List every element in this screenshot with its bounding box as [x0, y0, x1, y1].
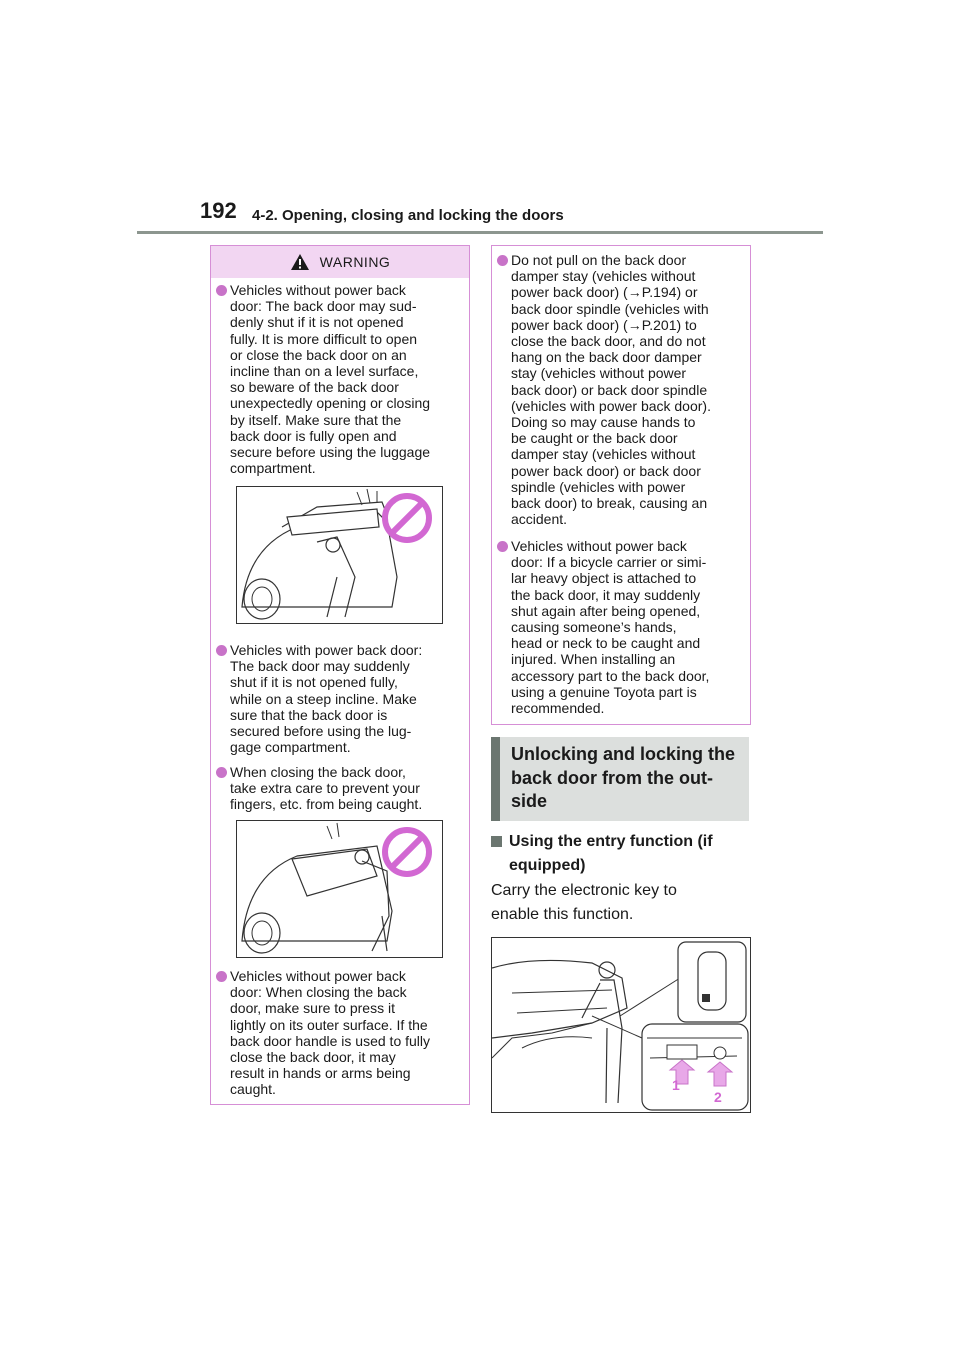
warning-item: When closing the back door, take extra care to prevent your fingers, etc. from being caught.	[216, 764, 464, 813]
illustration-closing-back-door	[236, 820, 443, 958]
callout-1: 1	[672, 1077, 680, 1093]
bullet-icon	[497, 541, 508, 552]
illustration-entry-function	[491, 937, 751, 1113]
warning-item: Do not pull on the back door damper stay (vehicles without power back door) (→P.194) or back door spindle (vehicles with power back door) (→P.201) to close the back door, and do not hang on the back door damper stay (vehicles without power back door) or back door spindle (vehicles with power back door). Doing so may cause hands to be caught or the back door damper stay (vehicles without power back door) or back door spindle (vehicles with power back door) to break, causing an accident.	[497, 252, 745, 527]
bullet-icon	[216, 971, 227, 982]
header-rule	[137, 231, 823, 234]
warning-label: WARNING	[319, 254, 391, 270]
warning-box-right	[491, 245, 751, 725]
warning-item: Vehicles without power back door: If a bicycle carrier or simi- lar heavy object is attached to the back door, it may suddenly shut again after being opened, causing someone’s hands, head or neck to be caught and injured. When installing an accessory part to the back door, using a genuine Toyota part is recommended.	[497, 538, 745, 716]
section-heading: Unlocking and locking the back door from the out- side	[491, 737, 749, 821]
bullet-icon	[216, 767, 227, 778]
square-bullet-icon	[491, 836, 502, 847]
callout-2: 2	[714, 1089, 722, 1105]
page-number: 192	[200, 198, 237, 223]
section-title: 4-2. Opening, closing and locking the doors	[252, 207, 564, 224]
bullet-icon	[216, 645, 227, 656]
warning-item: Vehicles without power back door: When closing the back door, make sure to press it lightly on its outer surface. If the back door handle is used to fully close the back door, it may result in hands or arms being caught.	[216, 968, 464, 1098]
warning-triangle-icon	[290, 253, 310, 271]
warning-item: Vehicles with power back door: The back door may suddenly shut if it is not opened fully, while on a steep incline. Make sure that the back door is secured before using the lug- gage compartment.	[216, 642, 464, 755]
body-text: Carry the electronic key to enable this function.	[491, 882, 677, 923]
prohibited-icon	[380, 825, 434, 879]
subheading: Using the entry function (if equipped)	[491, 830, 713, 878]
warning-box-left	[210, 245, 470, 1105]
car-rear-illustration	[492, 938, 750, 1112]
warning-item: Vehicles without power back door: The back door may sud- denly shut if it is not opened fully. It is more difficult to open or close the back door on an incline than on a level surface, so beware of the back door unexpectedly opening or closing by itself. Make sure that the back door is fully open and secure before using the luggage compartment.	[216, 282, 464, 476]
bullet-icon	[497, 255, 508, 266]
warning-header	[211, 246, 469, 278]
bullet-icon	[216, 285, 227, 296]
prohibited-icon	[380, 491, 434, 545]
illustration-back-door-falling	[236, 486, 443, 624]
